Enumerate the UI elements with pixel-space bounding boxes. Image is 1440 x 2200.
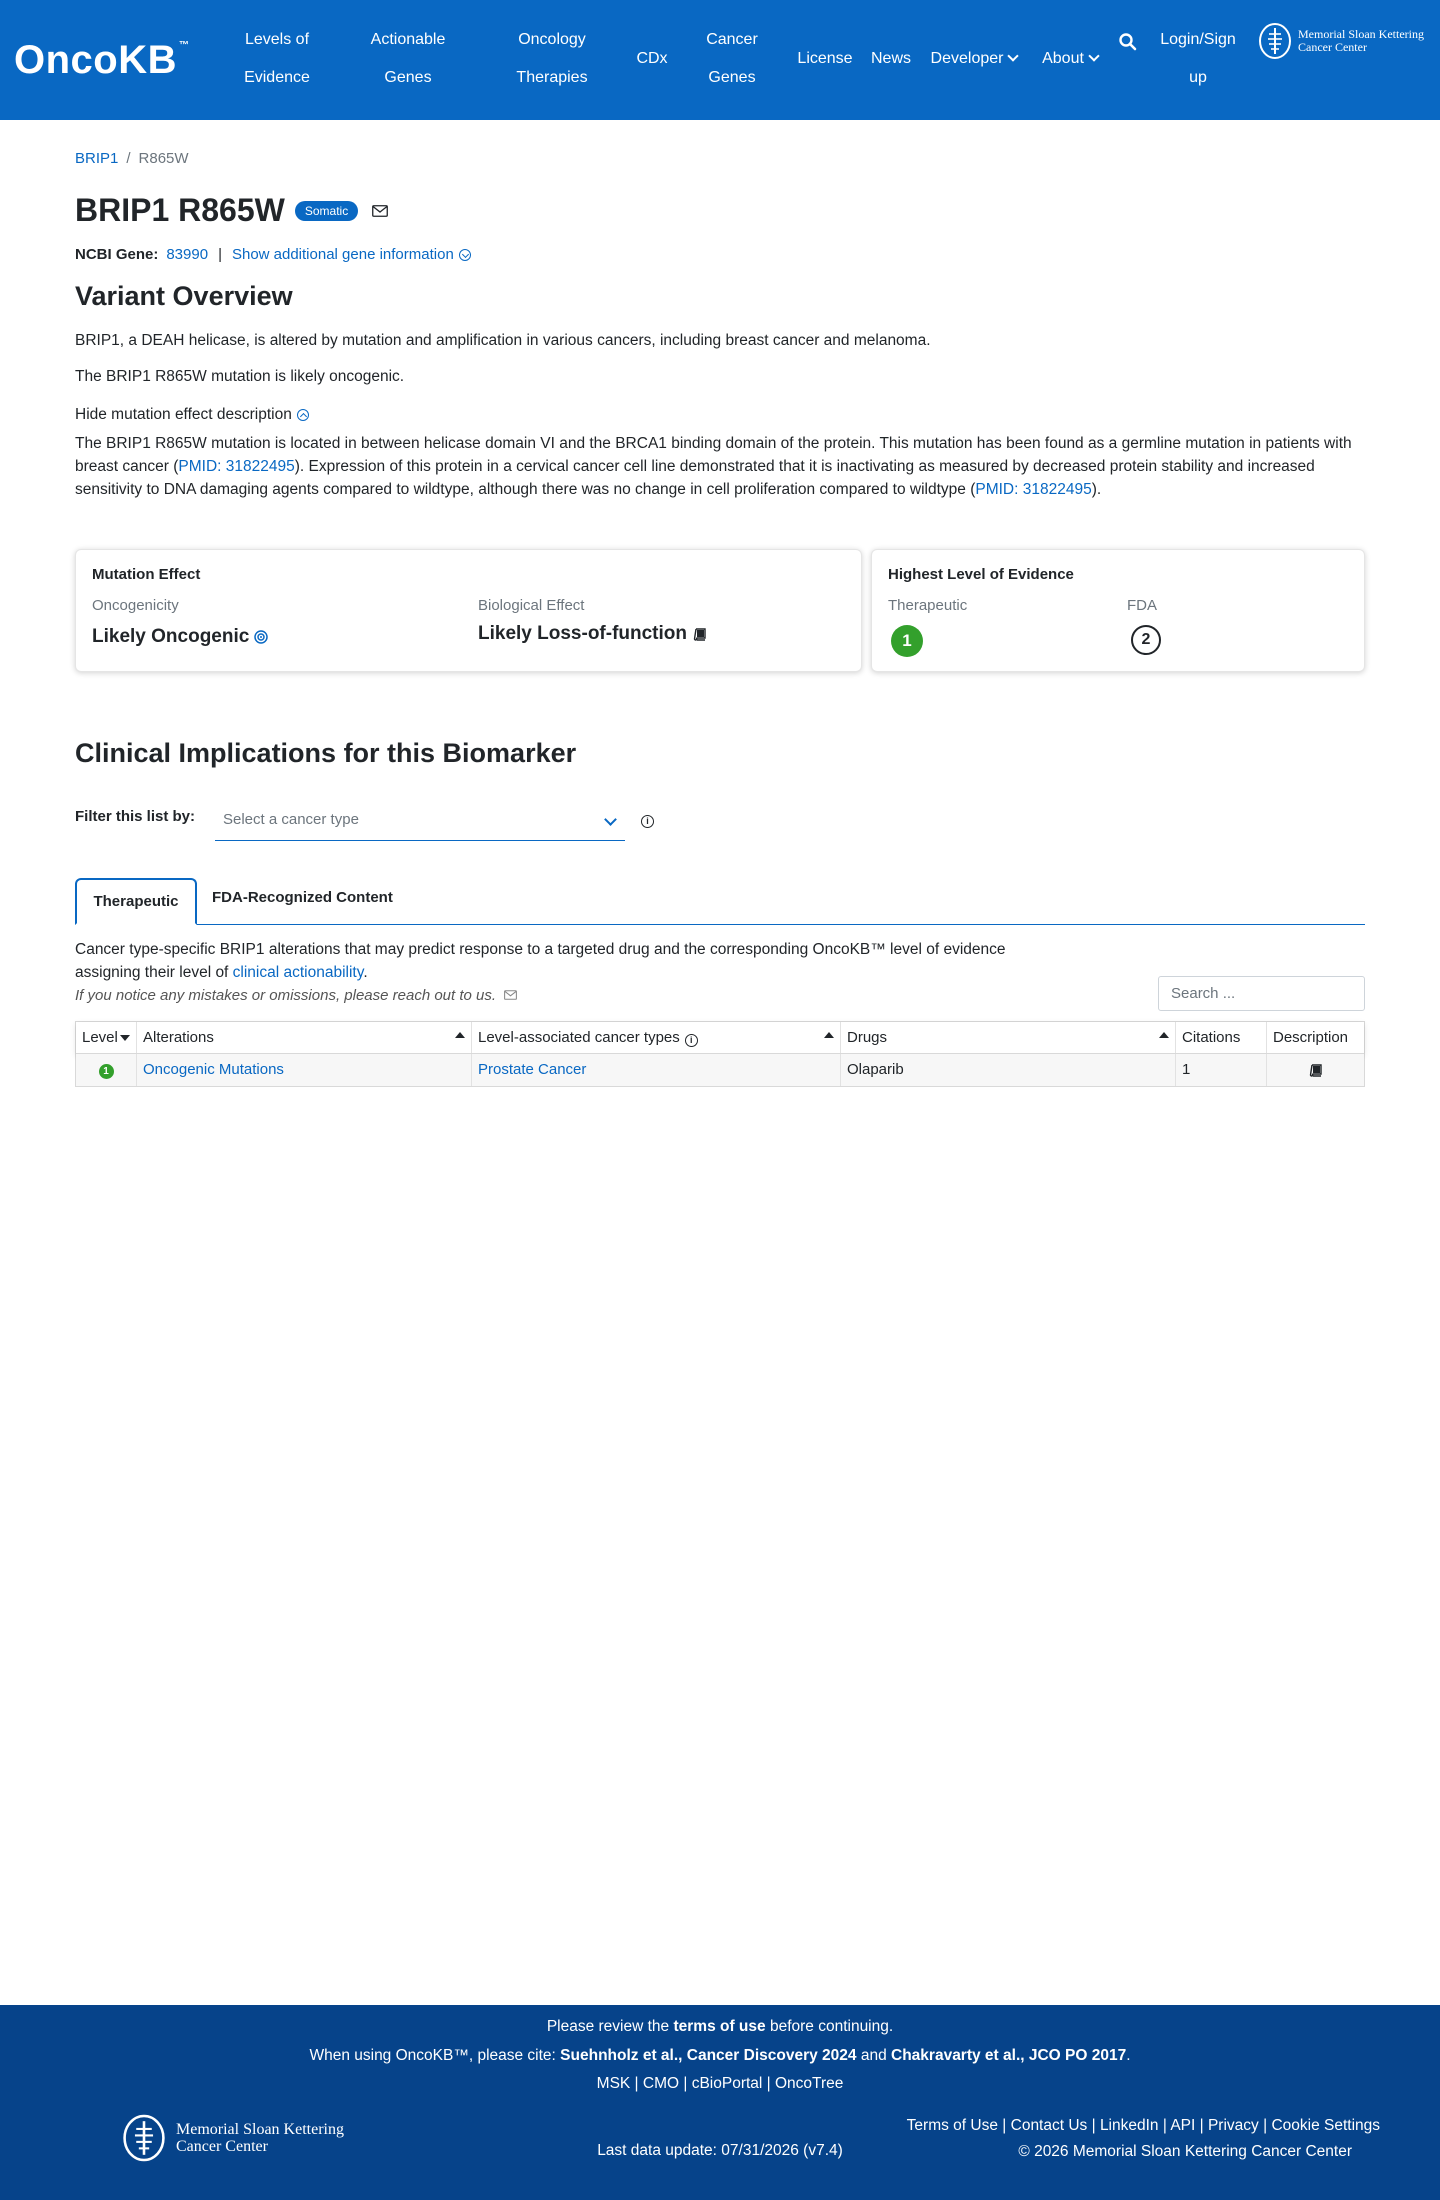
terms-link[interactable]: Terms of Use — [906, 2117, 998, 2134]
nav-developer[interactable]: Developer — [926, 40, 1022, 78]
info-icon[interactable]: i — [641, 815, 654, 828]
variant-overview-heading: Variant Overview — [75, 281, 293, 311]
citation-notice: When using OncoKB™, please cite: Suehnholz et al., Cancer Discovery 2024 and Chakravarty et al., JCO PO 2017. — [309, 2047, 1131, 2064]
chevron-down-icon — [1008, 50, 1019, 61]
footer-right: Terms of Use | Contact Us | LinkedIn | API | Privacy | Cookie Settings © 2026 Memorial Sloan Kettering Cancer Center — [906, 2117, 1380, 2160]
search-icon[interactable] — [1118, 32, 1138, 52]
nav-actionable-genes[interactable]: Actionable Genes — [370, 31, 446, 86]
last-data-update: Last data update: 07/31/2026 (v7.4) — [597, 2142, 843, 2159]
level-1-icon[interactable]: 1 — [99, 1064, 114, 1079]
clinical-implications-heading: Clinical Implications for this Biomarker — [75, 738, 577, 768]
contact-link[interactable]: Contact Us — [1010, 2117, 1088, 2134]
pmid-link[interactable]: PMID: 31822495 — [178, 458, 295, 475]
oncogenic-summary: The BRIP1 R865W mutation is likely oncogenic. — [75, 368, 405, 385]
sort-icon — [455, 1032, 465, 1038]
nav-license[interactable]: License — [797, 50, 853, 67]
tab-therapeutic[interactable]: Therapeutic — [75, 878, 197, 925]
terms-notice: Please review the terms of use before continuing. — [546, 2018, 894, 2035]
oncokb-logo[interactable]: OncoKB ™ — [14, 38, 190, 82]
footer — [0, 2005, 1440, 2200]
nav-cancer-genes[interactable]: Cancer Genes — [706, 31, 758, 86]
page-title: BRIP1 R865W Somatic — [75, 192, 388, 229]
highest-level-card: Highest Level of Evidence Therapeutic 1 FDA 2 — [871, 549, 1365, 672]
show-gene-info-toggle[interactable]: Show additional gene information — [232, 246, 471, 263]
col-cancer-types[interactable]: Level-associated cancer types i — [472, 1022, 841, 1053]
sort-icon — [1159, 1032, 1169, 1038]
ncbi-gene-link[interactable]: 83990 — [166, 246, 209, 263]
drug-cell: Olaparib — [841, 1054, 1176, 1086]
col-alterations[interactable]: Alterations — [137, 1022, 472, 1053]
tab-fda-recognized-content[interactable]: FDA-Recognized Content — [212, 889, 393, 906]
mutation-effect-card: Mutation Effect Oncogenicity Likely Oncogenic Biological Effect Likely Loss-of-function — [75, 549, 862, 672]
chevron-circle-down-icon — [459, 249, 471, 261]
nav-about[interactable]: About — [1036, 40, 1104, 78]
col-citations[interactable]: Citations — [1176, 1022, 1267, 1053]
oncogenic-icon — [254, 630, 268, 644]
gene-summary: BRIP1, a DEAH helicase, is altered by mutation and amplification in various cancers, including breast cancer and melanoma. — [75, 332, 931, 349]
linkedin-link[interactable]: LinkedIn — [1099, 2117, 1159, 2134]
info-icon[interactable]: i — [685, 1034, 698, 1047]
citations-cell[interactable]: 1 — [1176, 1054, 1267, 1086]
mail-icon[interactable] — [372, 205, 388, 217]
msk-logo[interactable]: Memorial Sloan Kettering Cancer Center — [1258, 22, 1424, 60]
biological-effect-value: Likely Loss-of-function — [478, 623, 706, 645]
chevron-down-icon — [604, 813, 617, 826]
sort-desc-icon — [120, 1035, 130, 1041]
chevron-circle-up-icon — [297, 409, 309, 421]
cmo-link[interactable]: CMO — [642, 2075, 680, 2092]
cancer-type-select[interactable]: Select a cancer type — [215, 805, 625, 841]
cancer-type-link[interactable]: Prostate Cancer — [478, 1061, 587, 1078]
oncotree-link[interactable]: OncoTree — [775, 2075, 844, 2092]
ncbi-gene-row: NCBI Gene: 83990 | Show additional gene information — [75, 246, 471, 263]
col-description: Description — [1273, 1029, 1349, 1046]
cookie-settings-link[interactable]: Cookie Settings — [1271, 2117, 1380, 2134]
oncogenicity-value: Likely Oncogenic — [92, 626, 268, 648]
breadcrumb-gene-link[interactable]: BRIP1 — [75, 150, 119, 167]
terms-of-use-link[interactable]: terms of use — [673, 2018, 766, 2035]
table-header — [76, 1022, 1364, 1054]
somatic-badge: Somatic — [295, 201, 358, 221]
copyright: © 2026 Memorial Sloan Kettering Cancer Center — [1018, 2143, 1352, 2160]
mail-icon[interactable] — [504, 990, 517, 1000]
privacy-link[interactable]: Privacy — [1207, 2117, 1259, 2134]
treatments-table — [75, 1021, 1365, 1087]
footer-msk-logo[interactable]: Memorial Sloan Kettering Cancer Center — [122, 2113, 344, 2163]
fda-level-2-icon[interactable]: 2 — [1131, 625, 1161, 655]
therapeutic-level-1-icon[interactable]: 1 — [891, 625, 923, 657]
citation-link-2[interactable]: Chakravarty et al., JCO PO 2017 — [891, 2047, 1127, 2064]
hide-mutation-effect-toggle[interactable]: Hide mutation effect description — [75, 403, 1365, 426]
breadcrumb: BRIP1 / R865W — [75, 150, 189, 167]
therapeutic-intro: Cancer type-specific BRIP1 alterations that may predict response to a targeted drug and the corresponding OncoKB™ level of evidence assigning their level of clinical actionability. — [75, 941, 1006, 981]
col-level[interactable]: Level — [76, 1022, 137, 1053]
nav-cdx[interactable]: CDx — [636, 50, 668, 67]
top-navbar — [0, 0, 1440, 120]
nav-news[interactable]: News — [870, 50, 911, 67]
chevron-down-icon — [1088, 50, 1099, 61]
table-row — [76, 1054, 1364, 1086]
alteration-link[interactable]: Oncogenic Mutations — [143, 1061, 284, 1078]
api-link[interactable]: API — [1170, 2117, 1196, 2134]
mutation-effect-description: The BRIP1 R865W mutation is located in between helicase domain VI and the BRCA1 binding domain of the protein. This mutation has been found as a germline mutation in patients with breast cancer (PMID: 31822495). Expression of this protein in a cervical cancer cell line demonstrated that it is inactivating as measured by decreased protein stability and increased sensitivity to DNA damaging agents compared to wildtype, although there was no change in cell proliferation compared to wildtype (PMID: 31822495). — [75, 435, 1352, 498]
nav-oncology-therapies[interactable]: Oncology Therapies — [516, 31, 588, 86]
citation-link-1[interactable]: Suehnholz et al., Cancer Discovery 2024 — [560, 2047, 857, 2064]
nav-levels-of-evidence[interactable]: Levels of Evidence — [244, 31, 310, 86]
book-icon[interactable] — [1309, 1064, 1322, 1077]
footer-partner-links: MSK | CMO | cBioPortal | OncoTree — [596, 2075, 844, 2092]
book-icon[interactable] — [693, 628, 706, 641]
login-signup-link[interactable]: Login/Sign up — [1160, 31, 1236, 86]
clinical-actionability-link[interactable]: clinical actionability — [232, 964, 364, 981]
sort-icon — [824, 1032, 834, 1038]
feedback-notice: If you notice any mistakes or omissions, please reach out to us. — [75, 984, 775, 1007]
msk-link[interactable]: MSK — [596, 2075, 631, 2092]
msk-emblem-icon — [1258, 22, 1292, 60]
table-search-input[interactable]: Search ... — [1158, 976, 1365, 1011]
cbioportal-link[interactable]: cBioPortal — [691, 2075, 763, 2092]
pmid-link[interactable]: PMID: 31822495 — [975, 481, 1092, 498]
breadcrumb-variant: R865W — [138, 150, 189, 167]
col-drugs[interactable]: Drugs — [841, 1022, 1176, 1053]
